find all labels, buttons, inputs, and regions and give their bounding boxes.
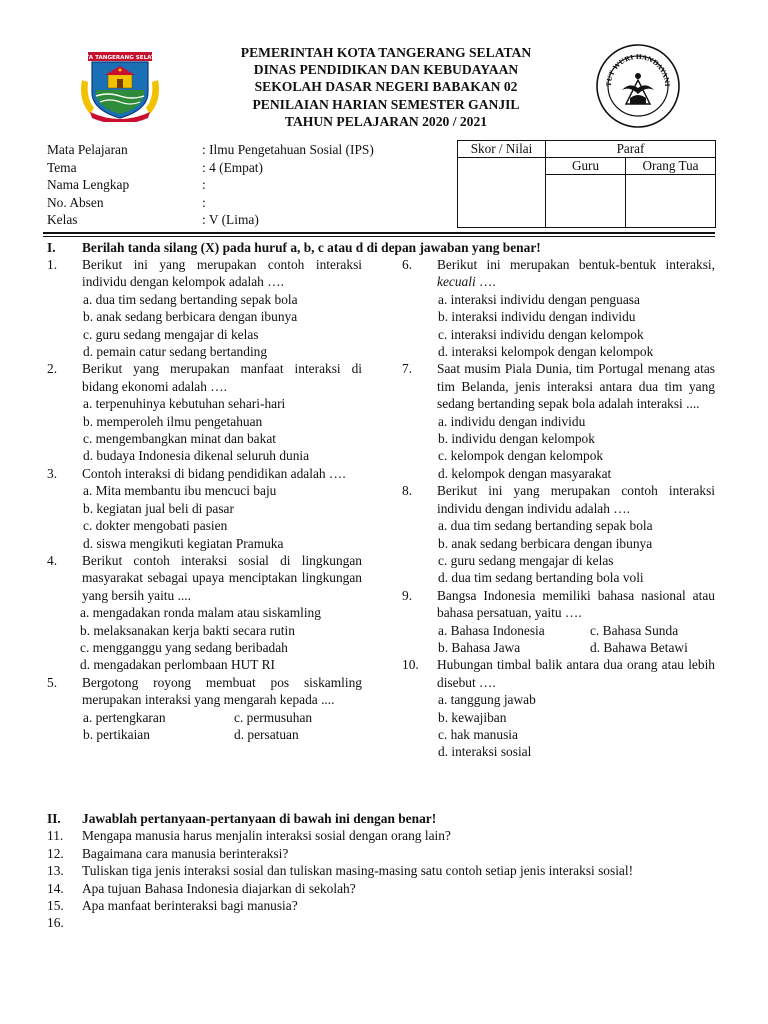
option-c: c. guru sedang mengajar di kelas (438, 552, 614, 568)
question-10 (402, 656, 715, 691)
question-text-end: …. (475, 274, 496, 290)
section-2 (47, 810, 727, 932)
question-number: 4. (47, 552, 58, 568)
identity-value: : (202, 194, 206, 210)
option-a: a. Bahasa Indonesia (438, 622, 545, 638)
emblem-motto: TUT WURI HANDAYANI (604, 52, 672, 87)
essay-question-14 (47, 880, 727, 897)
question-number: 15. (47, 898, 64, 914)
option-b: b. kewajiban (438, 709, 507, 725)
option-d: d. budaya Indonesia dikenal seluruh dunia (83, 448, 310, 464)
option-d: d. mengadakan perlombaan HUT RI (80, 657, 275, 673)
question-text: Saat musim Piala Dunia, tim Portugal menang atas tim Belanda, jenis interaksi antara dua tim yang sedang bertanding sepak bola adalah interaksi .... (437, 361, 715, 412)
identity-row-subject (47, 141, 447, 159)
question-number: 14. (47, 880, 64, 896)
tut-wuri-handayani-emblem-icon (594, 42, 682, 130)
question-number: 8. (402, 483, 413, 499)
option-b: b. melaksanakan kerja bakti secara rutin (80, 622, 295, 638)
option-d: d. interaksi kelompok dengan kelompok (438, 344, 654, 360)
section-1-number: I. (47, 240, 56, 255)
option-c: c. guru sedang mengajar di kelas (83, 326, 259, 342)
question-6 (402, 256, 715, 291)
question-2 (47, 360, 362, 395)
option-c: c. interaksi individu dengan kelompok (438, 326, 644, 342)
question-text: Apa tujuan Bahasa Indonesia diajarkan di sekolah? (82, 880, 356, 896)
options-row-2 (402, 639, 715, 656)
question-text: Tuliskan tiga jenis interaksi sosial dan tuliskan masing-masing satu contoh setiap jenis interaksi sosial! (82, 863, 634, 879)
divider-thick (43, 232, 715, 234)
option-d: d. kelompok dengan masyarakat (438, 465, 612, 481)
essay-question-11 (47, 827, 727, 844)
question-text-emphasis: kecuali (437, 274, 476, 290)
essay-question-15 (47, 897, 727, 914)
identity-value: : V (Lima) (202, 212, 259, 228)
question-number: 12. (47, 845, 64, 861)
option-b: b. pertikaian (83, 726, 150, 742)
option-c: c. Bahasa Sunda (590, 622, 679, 638)
question-text: Berikut yang merupakan manfaat interaksi di bidang ekonomi adalah …. (82, 361, 362, 394)
option-a: a. tanggung jawab (438, 692, 536, 708)
identity-row-attendance-number (47, 194, 447, 212)
option-b: b. Bahasa Jawa (438, 639, 521, 655)
option-d: d. pemain catur sedang bertanding (83, 344, 268, 360)
identity-label: Mata Pelajaran (47, 142, 128, 157)
option-a: a. dua tim sedang bertanding sepak bola (83, 291, 298, 307)
teacher-signature-cell (546, 175, 626, 228)
question-number: 5. (47, 674, 58, 690)
question-text: Bagaimana cara manusia berinteraksi? (82, 845, 289, 861)
letterhead-line-department: DINAS PENDIDIKAN DAN KEBUDAYAAN (253, 62, 519, 78)
option-b: b. interaksi individu dengan individu (438, 309, 636, 325)
section-2-instruction: Jawablah pertanyaan-pertanyaan di bawah ini dengan benar! (82, 811, 437, 826)
options-row-1 (47, 709, 362, 726)
identity-label: Kelas (47, 212, 78, 228)
identity-value: : (202, 177, 206, 193)
question-1 (47, 256, 362, 291)
question-number: 11. (47, 828, 64, 844)
question-text (82, 914, 727, 931)
option-d: d. interaksi sosial (438, 744, 532, 760)
option-b: b. anak sedang berbicara dengan ibunya (438, 535, 653, 551)
option-b: b. kegiatan jual beli di pasar (83, 500, 234, 516)
question-text: Apa manfaat berinteraksi bagi manusia? (82, 898, 298, 914)
option-b: b. memperoleh ilmu pengetahuan (83, 413, 263, 429)
question-text: Bangsa Indonesia memiliki bahasa nasional atau bahasa persatuan, yaitu …. (437, 587, 715, 621)
question-7 (402, 360, 715, 412)
letterhead-line-assessment: PENILAIAN HARIAN SEMESTER GANJIL (252, 96, 520, 112)
score-signature-table (457, 140, 716, 228)
question-text: Bergotong royong membuat pos siskamling merupakan interaksi yang mengarah kepada .... (82, 674, 362, 708)
question-number: 2. (47, 361, 58, 377)
question-9 (402, 587, 715, 622)
option-a: a. pertengkaran (83, 709, 166, 725)
section-2-title (47, 810, 727, 827)
question-number: 7. (402, 361, 413, 377)
identity-row-class (47, 211, 447, 229)
option-a: a. dua tim sedang bertanding sepak bola (438, 518, 653, 534)
options-row-2 (47, 726, 362, 743)
questions-right-column (402, 256, 715, 761)
option-c: c. hak manusia (438, 726, 518, 742)
section-1-instruction: Berilah tanda silang (X) pada huruf a, b, c atau d di depan jawaban yang benar! (82, 240, 541, 255)
question-text (437, 256, 715, 291)
question-text-main: Berikut ini merupakan bentuk-bentuk interaksi, (437, 257, 715, 272)
parent-signature-cell (626, 175, 716, 228)
essay-question-13 (47, 862, 727, 879)
option-c: c. mengembangkan minat dan bakat (83, 431, 276, 447)
letterhead-line-academic-year: TAHUN PELAJARAN 2020 / 2021 (284, 113, 488, 129)
question-5 (47, 674, 362, 709)
question-text: Hubungan timbal balik antara dua orang atau lebih disebut …. (437, 657, 715, 690)
question-text: Berikut ini yang merupakan contoh interaksi individu dengan kelompok adalah …. (82, 257, 362, 290)
letterhead-line-government: PEMERINTAH KOTA TANGERANG SELATAN (240, 45, 532, 60)
option-a: a. individu dengan individu (438, 413, 586, 429)
score-header: Skor / Nilai (458, 141, 546, 158)
question-4 (47, 552, 362, 604)
option-c: c. mengganggu yang sedang beribadah (80, 639, 288, 655)
option-a: a. interaksi individu dengan penguasa (438, 291, 640, 307)
divider-thin (43, 236, 715, 237)
option-d: d. Bahawa Betawi (590, 639, 688, 655)
option-c: c. dokter mengobati pasien (83, 518, 228, 534)
question-number: 3. (47, 465, 58, 481)
question-number: 6. (402, 257, 413, 272)
identity-row-theme (47, 159, 447, 177)
identity-label: No. Absen (47, 194, 104, 210)
question-3 (47, 465, 362, 482)
question-number: 16. (47, 915, 64, 931)
question-number: 9. (402, 587, 413, 603)
section-2-number: II. (47, 811, 61, 826)
essay-question-12 (47, 845, 727, 862)
question-number: 10. (402, 657, 419, 673)
option-b: b. anak sedang berbicara dengan ibunya (83, 309, 298, 325)
teacher-header: Guru (546, 158, 626, 175)
question-text: Berikut contoh interaksi sosial di lingkungan masyarakat sebagai upaya menciptakan lingkungan yang bersih yaitu .... (82, 552, 362, 603)
question-8 (402, 482, 715, 517)
paraf-header: Paraf (546, 141, 716, 158)
option-c: c. permusuhan (234, 709, 313, 725)
student-identity (47, 141, 447, 229)
option-a: a. Mita membantu ibu mencuci baju (83, 483, 277, 499)
parent-header: Orang Tua (626, 158, 716, 175)
questions-left-column (47, 256, 362, 743)
option-a: a. terpenuhinya kebutuhan sehari-hari (83, 396, 286, 412)
question-number: 1. (47, 257, 58, 272)
option-a: a. mengadakan ronda malam atau siskamling (80, 605, 321, 621)
question-text: Berikut ini yang merupakan contoh interaksi individu dengan individu adalah …. (437, 483, 715, 516)
question-text: Mengapa manusia harus menjalin interaksi sosial dengan orang lain? (82, 828, 451, 844)
score-cell (458, 158, 546, 228)
kota-tangerang-selatan-emblem-icon (78, 50, 162, 122)
question-number: 13. (47, 863, 64, 879)
options-row-1 (402, 622, 715, 639)
section-1-title (47, 239, 541, 256)
option-c: c. kelompok dengan kelompok (438, 448, 604, 464)
option-b: b. individu dengan kelompok (438, 431, 595, 447)
option-d: d. siswa mengikuti kegiatan Pramuka (83, 535, 284, 551)
option-d: d. persatuan (234, 726, 299, 742)
identity-row-full-name (47, 176, 447, 194)
identity-value: : Ilmu Pengetahuan Sosial (IPS) (202, 142, 374, 157)
letterhead (170, 44, 602, 130)
identity-label: Nama Lengkap (47, 177, 130, 193)
identity-label: Tema (47, 159, 77, 175)
identity-value: : 4 (Empat) (202, 159, 263, 175)
logo-banner-text: KOTA TANGERANG SELATAN (78, 55, 162, 61)
option-d: d. dua tim sedang bertanding bola voli (438, 570, 644, 586)
essay-question-16 (47, 914, 727, 931)
question-text: Contoh interaksi di bidang pendidikan adalah …. (82, 465, 346, 481)
letterhead-line-school: SEKOLAH DASAR NEGERI BABAKAN 02 (254, 79, 518, 95)
